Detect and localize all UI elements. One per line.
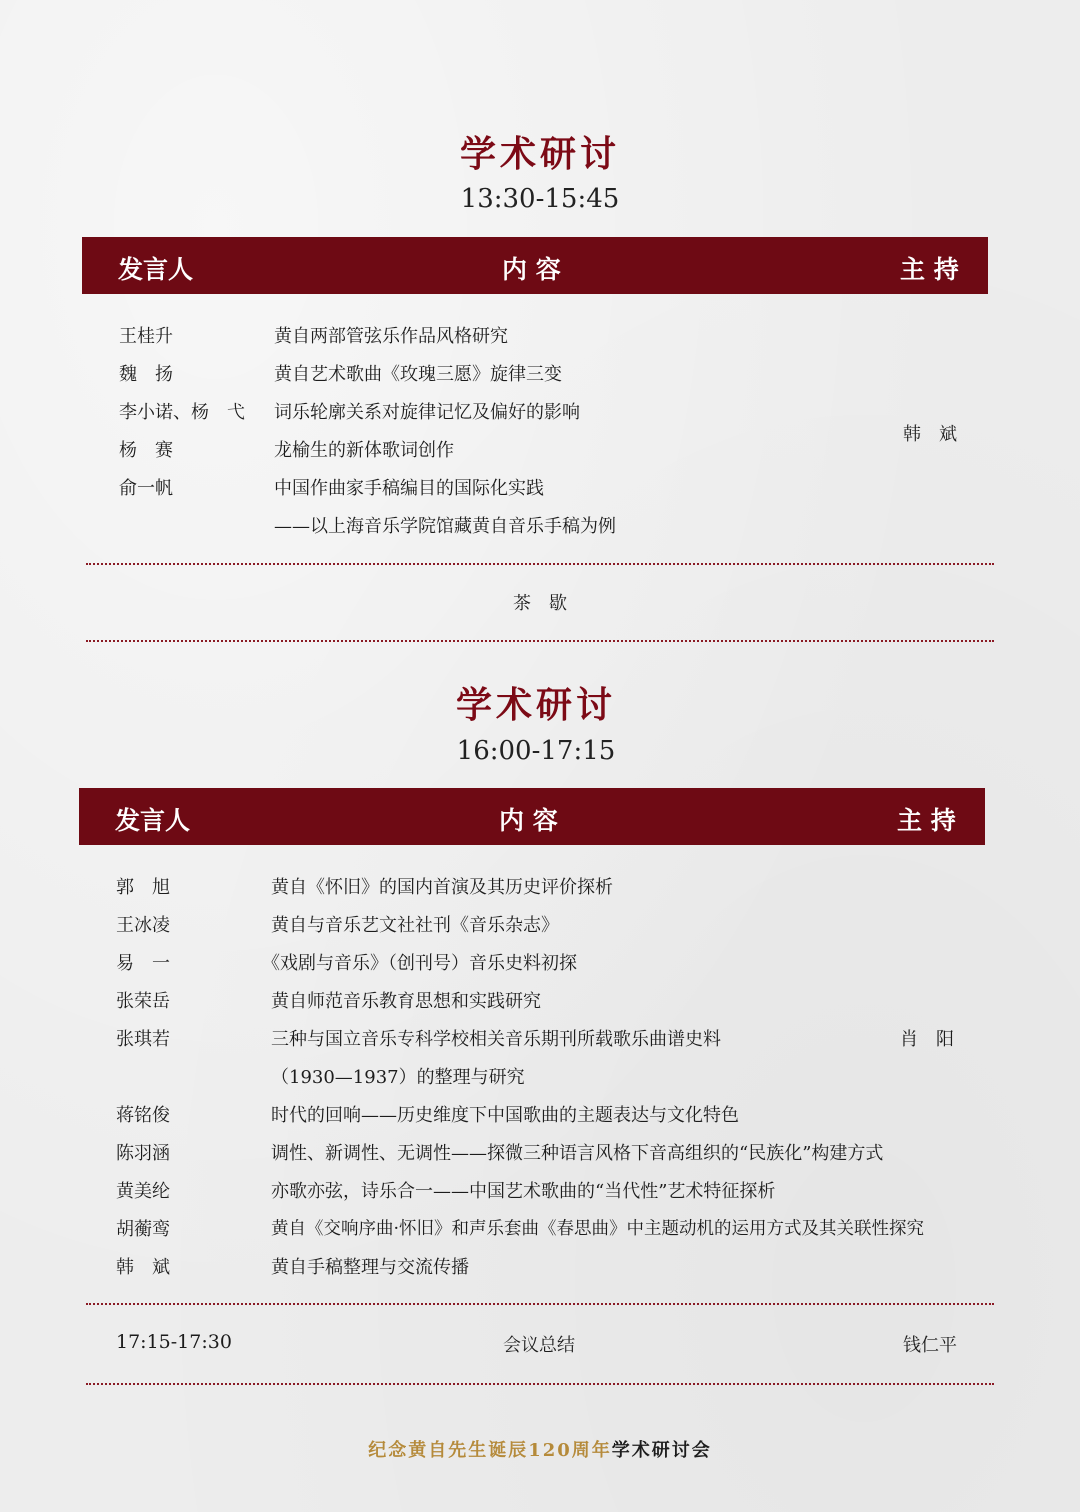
speaker-name: 胡蘅鸾: [116, 1219, 170, 1240]
header-content: 内 容: [499, 806, 558, 835]
speaker-name: 张琪若: [116, 1029, 170, 1050]
session2-host: 肖 阳: [900, 1029, 954, 1050]
speaker-name: 郭 旭: [116, 877, 170, 898]
talk-title: 调性、新调性、无调性——探微三种语言风格下音高组织的“民族化”构建方式: [271, 1143, 884, 1164]
talk-title: 亦歌亦弦，诗乐合一——中国艺术歌曲的“当代性”艺术特征探析: [271, 1181, 776, 1202]
speaker-name: 陈羽涵: [116, 1143, 170, 1164]
dotted-divider: [86, 1303, 994, 1305]
talk-title: 中国作曲家手稿编目的国际化实践: [274, 478, 544, 499]
header-host: 主 持: [897, 806, 956, 835]
talk-title: 三种与国立音乐专科学校相关音乐期刊所载歌乐曲谱史料: [271, 1029, 721, 1050]
speaker-name: 易 一: [116, 953, 170, 974]
closing-time: 17:15-17:30: [116, 1331, 232, 1353]
session2-header-bar: [79, 788, 985, 845]
speaker-name: 俞一帆: [119, 478, 173, 499]
speaker-name: 蒋铭俊: [116, 1105, 170, 1126]
closing-content: 会议总结: [503, 1335, 575, 1356]
dotted-divider: [86, 640, 994, 642]
speaker-name: 魏 扬: [119, 364, 173, 385]
speaker-name: 杨 赛: [119, 440, 173, 461]
talk-title: 黄自《怀旧》的国内首演及其历史评价探析: [271, 877, 613, 898]
speaker-name: 韩 斌: [116, 1257, 170, 1278]
speaker-name: 黄美纶: [116, 1181, 170, 1202]
talk-title: 词乐轮廓关系对旋律记忆及偏好的影响: [274, 402, 580, 423]
talk-title: 龙榆生的新体歌词创作: [274, 440, 454, 461]
session1-header-bar: [82, 237, 988, 294]
talk-title: 黄自手稿整理与交流传播: [271, 1257, 469, 1278]
talk-title: 黄自与音乐艺文社社刊《音乐杂志》: [271, 915, 559, 936]
footer-dark-text: 学术研讨会: [611, 1440, 712, 1461]
tea-break-label: 茶 歇: [513, 593, 567, 614]
closing-host: 钱仁平: [903, 1335, 957, 1356]
talk-subtitle: （1930—1937）的整理与研究: [271, 1067, 525, 1088]
session1-title: 学术研讨: [459, 133, 620, 175]
session1-time: 13:30-15:45: [460, 184, 620, 214]
session2-title: 学术研讨: [455, 684, 616, 726]
talk-title: 黄自艺术歌曲《玫瑰三愿》旋律三变: [274, 364, 562, 385]
footer-caption: [0, 1436, 1080, 1462]
talk-title: 黄自《交响序曲·怀旧》和声乐套曲《春思曲》中主题动机的运用方式及其关联性探究: [271, 1219, 925, 1239]
talk-title: 黄自两部管弦乐作品风格研究: [274, 326, 508, 347]
speaker-name: 王冰凌: [116, 915, 170, 936]
talk-title: 时代的回响——历史维度下中国歌曲的主题表达与文化特色: [271, 1105, 739, 1126]
speaker-name: 李小诺、杨 弋: [119, 402, 245, 423]
footer-gold-text: 纪念黄自先生诞辰120周年: [368, 1440, 612, 1461]
header-host: 主 持: [900, 255, 959, 284]
header-content: 内 容: [502, 255, 561, 284]
talk-title: 黄自师范音乐教育思想和实践研究: [271, 991, 541, 1012]
header-speaker: 发言人: [115, 806, 191, 835]
speaker-name: 张荣岳: [116, 991, 170, 1012]
speaker-name: 王桂升: [119, 326, 173, 347]
dotted-divider: [86, 563, 994, 565]
session1-host: 韩 斌: [903, 424, 957, 445]
session2-time: 16:00-17:15: [456, 736, 616, 766]
talk-title: 《戏剧与音乐》（创刊号）音乐史料初探: [262, 953, 577, 974]
talk-subtitle: ——以上海音乐学院馆藏黄自音乐手稿为例: [274, 516, 616, 537]
header-speaker: 发言人: [118, 255, 194, 284]
dotted-divider: [86, 1383, 994, 1385]
